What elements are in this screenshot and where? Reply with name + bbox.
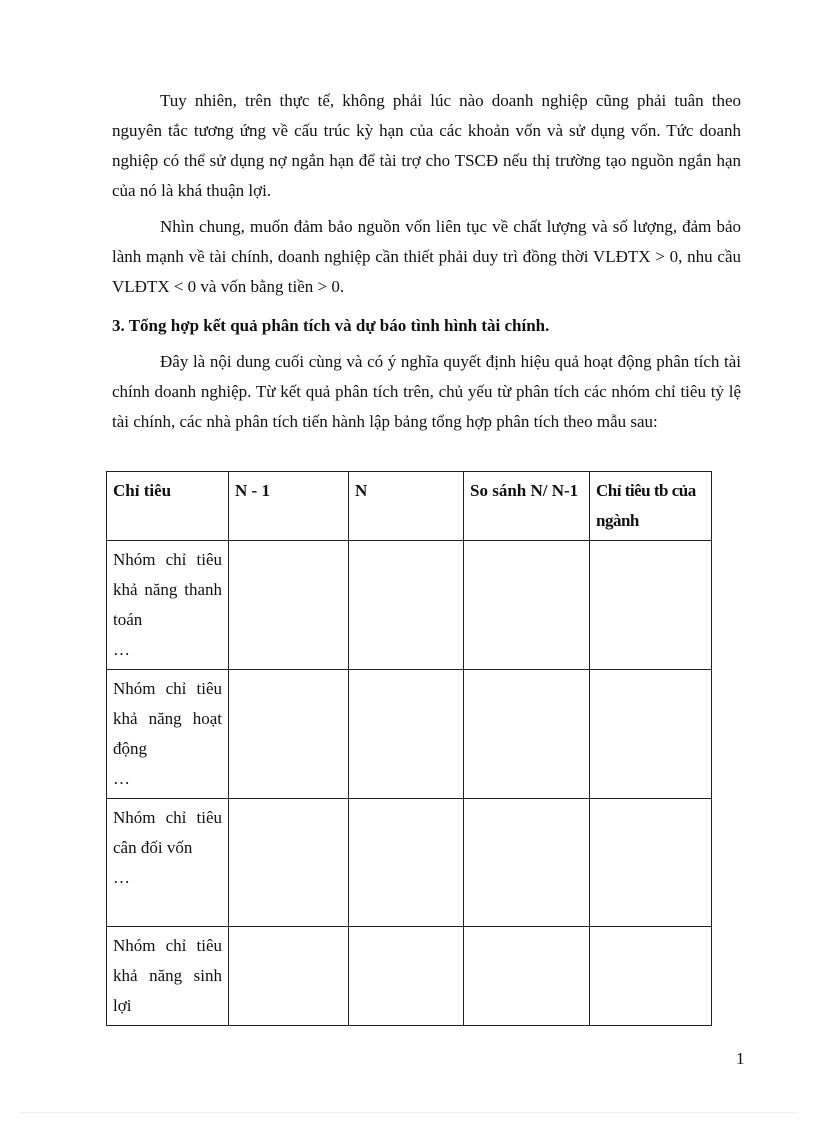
row-label-cell bbox=[107, 670, 229, 799]
page-number: 1 bbox=[736, 1049, 745, 1068]
table-header-row bbox=[107, 472, 712, 541]
table-row bbox=[107, 799, 712, 927]
table-cell bbox=[349, 670, 464, 799]
row-label: Nhóm chỉ tiêu khả năng thanh toán bbox=[113, 550, 222, 629]
header-cell-current-year: N bbox=[349, 472, 464, 541]
header-cell-industry-average: Chỉ tiêu tb của ngành bbox=[590, 472, 712, 541]
row-ellipsis: … bbox=[113, 868, 130, 887]
table-cell bbox=[229, 927, 349, 1026]
row-label: Nhóm chỉ tiêu cân đối vốn bbox=[113, 808, 222, 857]
table-cell bbox=[229, 541, 349, 670]
header-cell-indicator: Chỉ tiêu bbox=[107, 472, 229, 541]
table-cell bbox=[590, 799, 712, 927]
table-row bbox=[107, 541, 712, 670]
table-cell bbox=[349, 927, 464, 1026]
table-cell bbox=[229, 799, 349, 927]
table-cell bbox=[464, 927, 590, 1026]
table-cell bbox=[464, 799, 590, 927]
page-bottom-divider bbox=[20, 1112, 796, 1113]
summary-table bbox=[106, 471, 712, 1026]
paragraph-2: Nhìn chung, muốn đảm bảo nguồn vốn liên tục về chất lượng và số lượng, đảm bảo lành mạnh về tài chính, doanh nghiệp cần thiết phải duy trì đồng thời VLĐTX > 0, nhu cầu VLĐTX < 0 và vốn bằng tiền > 0. bbox=[112, 217, 741, 296]
section-heading: 3. Tổng hợp kết quả phân tích và dự báo tình hình tài chính. bbox=[112, 316, 550, 335]
header-cell-comparison: So sánh N/ N-1 bbox=[464, 472, 590, 541]
paragraph-3: Đây là nội dung cuối cùng và có ý nghĩa quyết định hiệu quả hoạt động phân tích tài chính doanh nghiệp. Từ kết quả phân tích trên, chủ yếu từ phân tích các nhóm chỉ tiêu tỷ lệ tài chính, các nhà phân tích tiến hành lập bảng tổng hợp phân tích theo mẫu sau: bbox=[112, 352, 741, 431]
row-label-cell bbox=[107, 541, 229, 670]
table-cell bbox=[590, 541, 712, 670]
row-ellipsis: … bbox=[113, 769, 130, 788]
paragraph-1: Tuy nhiên, trên thực tế, không phải lúc nào doanh nghiệp cũng phải tuân theo nguyên tắc tương ứng về cấu trúc kỳ hạn của các khoản vốn và sử dụng vốn. Tức doanh nghiệp có thể sử dụng nợ ngắn hạn để tài trợ cho TSCĐ nếu thị trường tạo nguồn ngắn hạn của nó là khá thuận lợi. bbox=[112, 91, 741, 200]
table-row bbox=[107, 927, 712, 1026]
table-cell bbox=[464, 670, 590, 799]
row-label: Nhóm chỉ tiêu khả năng sinh lợi bbox=[113, 936, 222, 1015]
row-ellipsis: … bbox=[113, 640, 130, 659]
row-label-cell bbox=[107, 799, 229, 927]
table-cell bbox=[590, 670, 712, 799]
table-cell bbox=[349, 799, 464, 927]
table-cell bbox=[229, 670, 349, 799]
table-cell bbox=[464, 541, 590, 670]
header-cell-prev-year: N - 1 bbox=[229, 472, 349, 541]
row-label-cell bbox=[107, 927, 229, 1026]
table-cell bbox=[590, 927, 712, 1026]
table-row bbox=[107, 670, 712, 799]
table-cell bbox=[349, 541, 464, 670]
row-label: Nhóm chỉ tiêu khả năng hoạt động bbox=[113, 679, 222, 758]
